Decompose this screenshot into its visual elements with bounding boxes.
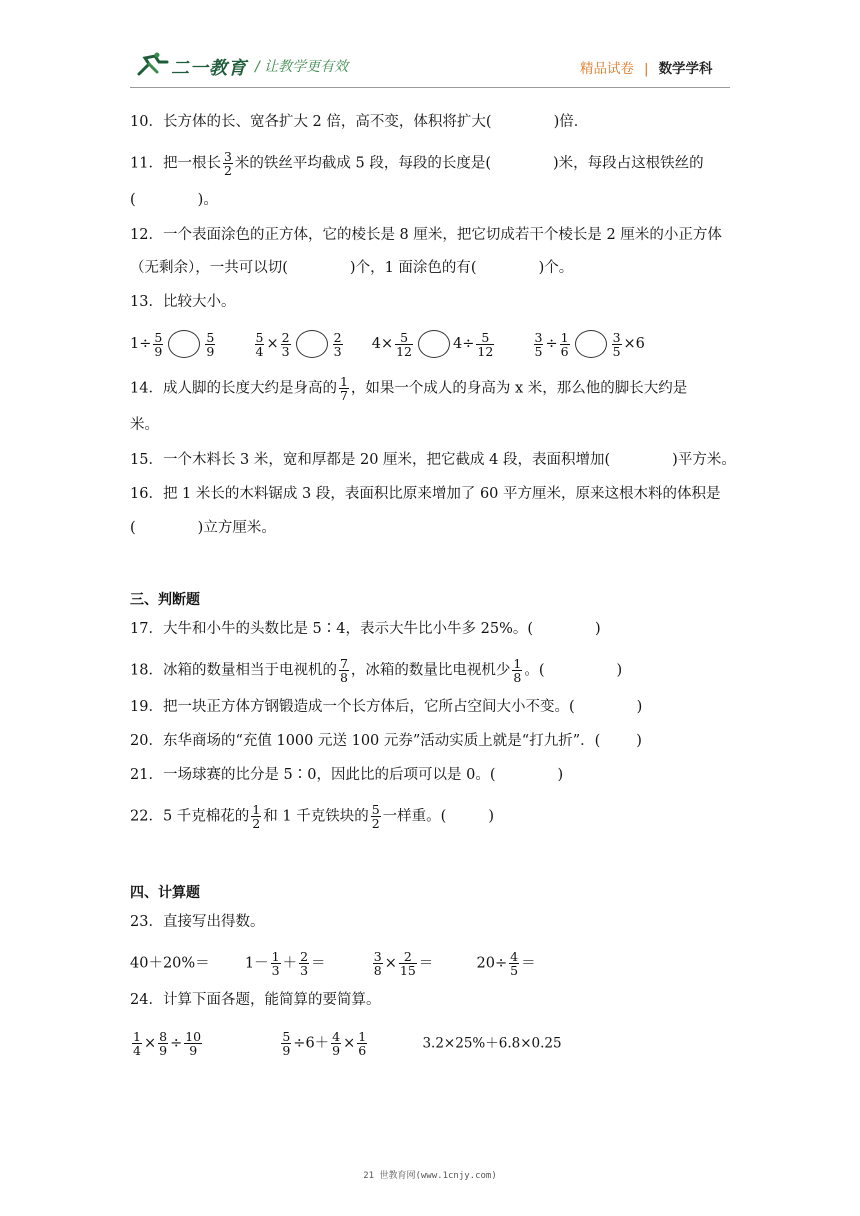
question-16-line2: ( )立方厘米。 bbox=[130, 520, 276, 536]
label-subject: 数学学科 bbox=[658, 61, 713, 77]
slogan: / 让教学更有效 bbox=[255, 59, 349, 75]
question-18: 18．冰箱的数量相当于电视机的 $\frac{7}{8}$ ，冰箱的数量比电视机少 $\frac{1}{8}$ 。( ) bbox=[130, 656, 623, 685]
question-20: 20．东华商场的“充值 1000 元送 100 元券”活动实质上就是“打九折”．( ) bbox=[130, 733, 642, 749]
question-15: 15．一个木料长 3 米，宽和厚都是 20 厘米，把它截成 4 段，表面积增加( )平方米。 bbox=[130, 452, 736, 468]
question-14-line2: 米。 bbox=[130, 417, 159, 433]
question-21: 21．一场球赛的比分是 5∶0，因此比的后项可以是 0。( ) bbox=[130, 767, 564, 783]
question-23-expressions: 40＋20%＝ 1－ $\frac{1}{3}$ ＋ $\frac{2}{3}$ ＝ $\frac{3}{8}$ × $\frac{2}{15}$ ＝ 20÷ $\frac{4}{5}$ ＝ bbox=[130, 949, 536, 978]
question-10: 10．长方体的长、宽各扩大 2 倍，高不变，体积将扩大( )倍． bbox=[130, 114, 589, 130]
question-24-title: 24．计算下面各题，能简算的要简算。 bbox=[130, 992, 381, 1008]
question-23-title: 23．直接写出得数。 bbox=[130, 914, 265, 930]
question-17: 17．大牛和小牛的头数比是 5∶4，表示大牛比小牛多 25%。( ) bbox=[130, 621, 601, 637]
label-fine-paper: 精品试卷 bbox=[580, 61, 634, 77]
question-12-line2: （无剩余），一共可以切( )个，1 面涂色的有( )个。 bbox=[130, 260, 574, 276]
header-divider bbox=[130, 87, 730, 88]
brand-logo bbox=[135, 50, 245, 82]
question-24-expressions: $\frac{1}{4}$ × $\frac{8}{9}$ ÷ $\frac{10}{9}$ $\frac{5}{9}$ ÷6＋ $\frac{4}{9}$ × $\frac{1}{6}$ 3.2×25%＋6.8×0.25 bbox=[133, 1029, 562, 1058]
section-judgment-title: 三、判断题 bbox=[130, 592, 200, 608]
question-14: 14．成人脚的长度大约是身高的 $\frac{1}{7}$ ，如果一个成人的身高为 x 米，那么他的脚长大约是 bbox=[130, 374, 688, 403]
brand-name: 二一教育 bbox=[171, 58, 247, 79]
question-16: 16．把 1 米长的木料锯成 3 段，表面积比原来增加了 60 平方厘米，原来这根木料的体积是 bbox=[130, 486, 721, 502]
compare-circle[interactable] bbox=[418, 330, 450, 358]
question-11: 11．把一根长 $\frac{3}{2}$ 米的铁丝平均截成 5 段，每段的长度是( )米，每段占这根铁丝的 bbox=[130, 149, 704, 178]
question-12: 12．一个表面涂色的正方体，它的棱长是 8 厘米，把它切成若干个棱长是 2 厘米的小正方体 bbox=[130, 227, 722, 243]
runner-logo-icon bbox=[135, 52, 169, 78]
compare-circle[interactable] bbox=[168, 330, 200, 358]
question-11-line2: ( )。 bbox=[130, 192, 218, 208]
page-footer: 21 世教育网(www.1cnjy.com) bbox=[363, 1171, 497, 1181]
question-19: 19．把一块正方体方钢锻造成一个长方体后，它所占空间大小不变。( ) bbox=[130, 699, 643, 715]
compare-circle[interactable] bbox=[296, 330, 328, 358]
section-calculation-title: 四、计算题 bbox=[130, 885, 200, 901]
question-22: 22．5 千克棉花的 $\frac{1}{2}$ 和 1 千克铁块的 $\frac{5}{2}$ 一样重。( ) bbox=[130, 802, 494, 831]
question-13-title: 13．比较大小。 bbox=[130, 294, 236, 310]
header-separator: | bbox=[644, 61, 649, 77]
compare-circle[interactable] bbox=[575, 330, 607, 358]
fraction: $\frac{3}{2}$ bbox=[223, 149, 232, 178]
question-13-expressions: 1÷ $\frac{5}{9}$ $\frac{5}{9}$ $\frac{5}{4}$ × $\frac{2}{3}$ $\frac{2}{3}$ 4× $\frac{5}{12}$ 4÷ $\frac{5}{12}$ $\frac{3}{5}$ ÷ $\frac{1}{6}$ $\frac{3}{5}$ ×6 bbox=[130, 329, 645, 359]
header-labels bbox=[580, 57, 713, 77]
